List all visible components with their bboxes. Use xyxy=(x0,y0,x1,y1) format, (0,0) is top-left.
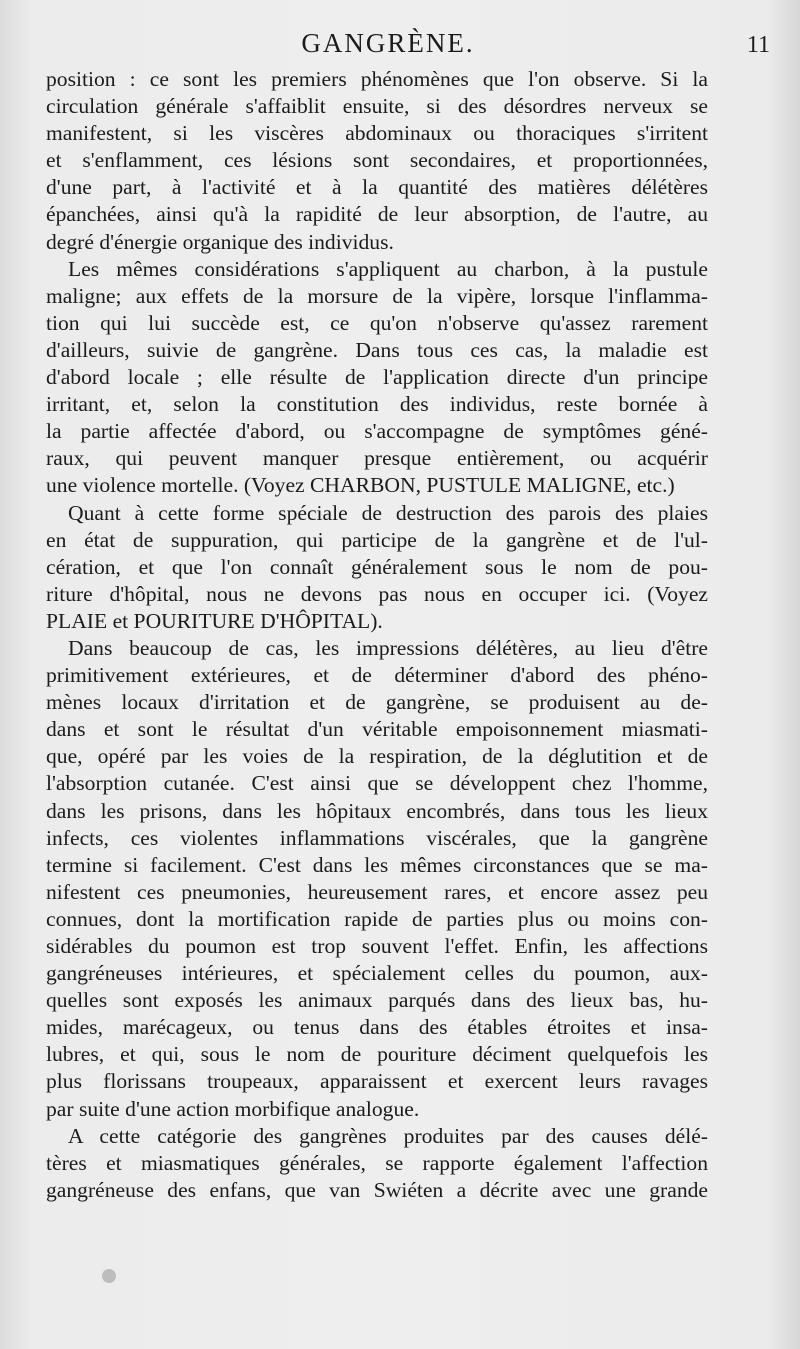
body-text xyxy=(46,66,708,1204)
text-line: épanchées, ainsi qu'à la rapidité de leur absorption, de l'autre, au xyxy=(46,202,708,227)
text-line: manifestent, si les viscères abdominaux ou thoraciques s'irritent xyxy=(46,121,708,146)
text-line: en état de suppuration, qui participe de la gangrène et de l'ul- xyxy=(46,527,708,552)
text-line: l'absorption cutanée. C'est ainsi que se développent chez l'homme, xyxy=(46,771,708,796)
text-line: quelles sont exposés les animaux parqués dans des lieux bas, hu- xyxy=(46,988,708,1013)
text-line: plus florissans troupeaux, apparaissent et exercent leurs ravages xyxy=(46,1069,708,1094)
text-line: nifestent ces pneumonies, heureusement rares, et encore assez peu xyxy=(46,879,708,904)
page-number: 11 xyxy=(746,32,770,58)
text-line: degré d'énergie organique des individus. xyxy=(46,229,394,254)
text-line: primitivement extérieures, et de déterminer d'abord des phéno- xyxy=(46,663,708,688)
paragraph-start-line: Quant à cette forme spéciale de destruction des parois des plaies xyxy=(68,500,708,525)
text-line: infects, ces violentes inflammations viscérales, que la gangrène xyxy=(46,825,708,850)
text-line: gangréneuses intérieures, et spécialement celles du poumon, aux- xyxy=(46,961,708,986)
text-line: position : ce sont les premiers phénomènes que l'on observe. Si la xyxy=(46,67,708,91)
text-line: maligne; aux effets de la morsure de la vipère, lorsque l'inflamma- xyxy=(46,283,708,308)
text-line: tères et miasmatiques générales, se rapporte également l'affection xyxy=(46,1150,708,1175)
text-line: gangréneuse des enfans, que van Swiéten a décrite avec une grande xyxy=(46,1177,708,1202)
text-line: cération, et que l'on connaît généralement sous le nom de pou- xyxy=(46,554,708,579)
text-line: d'une part, à l'activité et à la quantité des matières délétères xyxy=(46,175,708,200)
paragraph-start-line: Dans beaucoup de cas, les impressions délétères, au lieu d'être xyxy=(68,635,708,660)
text-line: raux, qui peuvent manquer presque entièrement, ou acquérir xyxy=(46,446,708,471)
text-line: dans et sont le résultat d'un véritable empoisonnement miasmati- xyxy=(46,717,708,742)
text-line: sidérables du poumon est trop souvent l'effet. Enfin, les affections xyxy=(46,934,708,958)
text-line: dans les prisons, dans les hôpitaux encombrés, dans tous les lieux xyxy=(46,798,708,823)
text-line: la partie affectée d'abord, ou s'accompagne de symptômes géné- xyxy=(46,419,708,444)
text-line: mènes locaux d'irritation et de gangrène, se produisent au de- xyxy=(46,690,708,715)
text-line: PLAIE et POURITURE D'HÔPITAL). xyxy=(46,608,383,633)
page-header xyxy=(46,28,770,68)
text-line: irritant, et, selon la constitution des individus, reste bornée à xyxy=(46,392,708,417)
text-line: riture d'hôpital, nous ne devons pas nous en occuper ici. (Voyez xyxy=(46,581,708,606)
text-line: lubres, et qui, sous le nom de pouriture déciment quelquefois les xyxy=(46,1042,708,1067)
text-line: mides, marécageux, ou tenus dans des étables étroites et insa- xyxy=(46,1015,708,1040)
paper-blemish xyxy=(102,1269,116,1283)
text-line: et s'enflamment, ces lésions sont secondaires, et proportionnées, xyxy=(46,148,708,173)
text-line: connues, dont la mortification rapide de parties plus ou moins con- xyxy=(46,906,708,931)
paragraph-start-line: Les mêmes considérations s'appliquent au charbon, à la pustule xyxy=(68,256,708,281)
paragraph-start-line: A cette catégorie des gangrènes produites par des causes délé- xyxy=(68,1123,708,1148)
text-line: circulation générale s'affaiblit ensuite, si des désordres nerveux se xyxy=(46,94,708,119)
text-line: d'ailleurs, suivie de gangrène. Dans tous ces cas, la maladie est xyxy=(46,337,708,362)
text-line: par suite d'une action morbifique analogue. xyxy=(46,1096,420,1121)
text-line: tion qui lui succède est, ce qu'on n'observe qu'assez rarement xyxy=(46,310,708,335)
running-title: GANGRÈNE. xyxy=(301,28,475,58)
text-line: que, opéré par les voies de la respiration, de la déglutition et de xyxy=(46,744,708,769)
text-line: d'abord locale ; elle résulte de l'application directe d'un principe xyxy=(46,365,708,390)
text-line: une violence mortelle. (Voyez CHARBON, PUSTULE MALIGNE, etc.) xyxy=(46,473,675,498)
text-line: termine si facilement. C'est dans les mêmes circonstances que se ma- xyxy=(46,852,708,877)
